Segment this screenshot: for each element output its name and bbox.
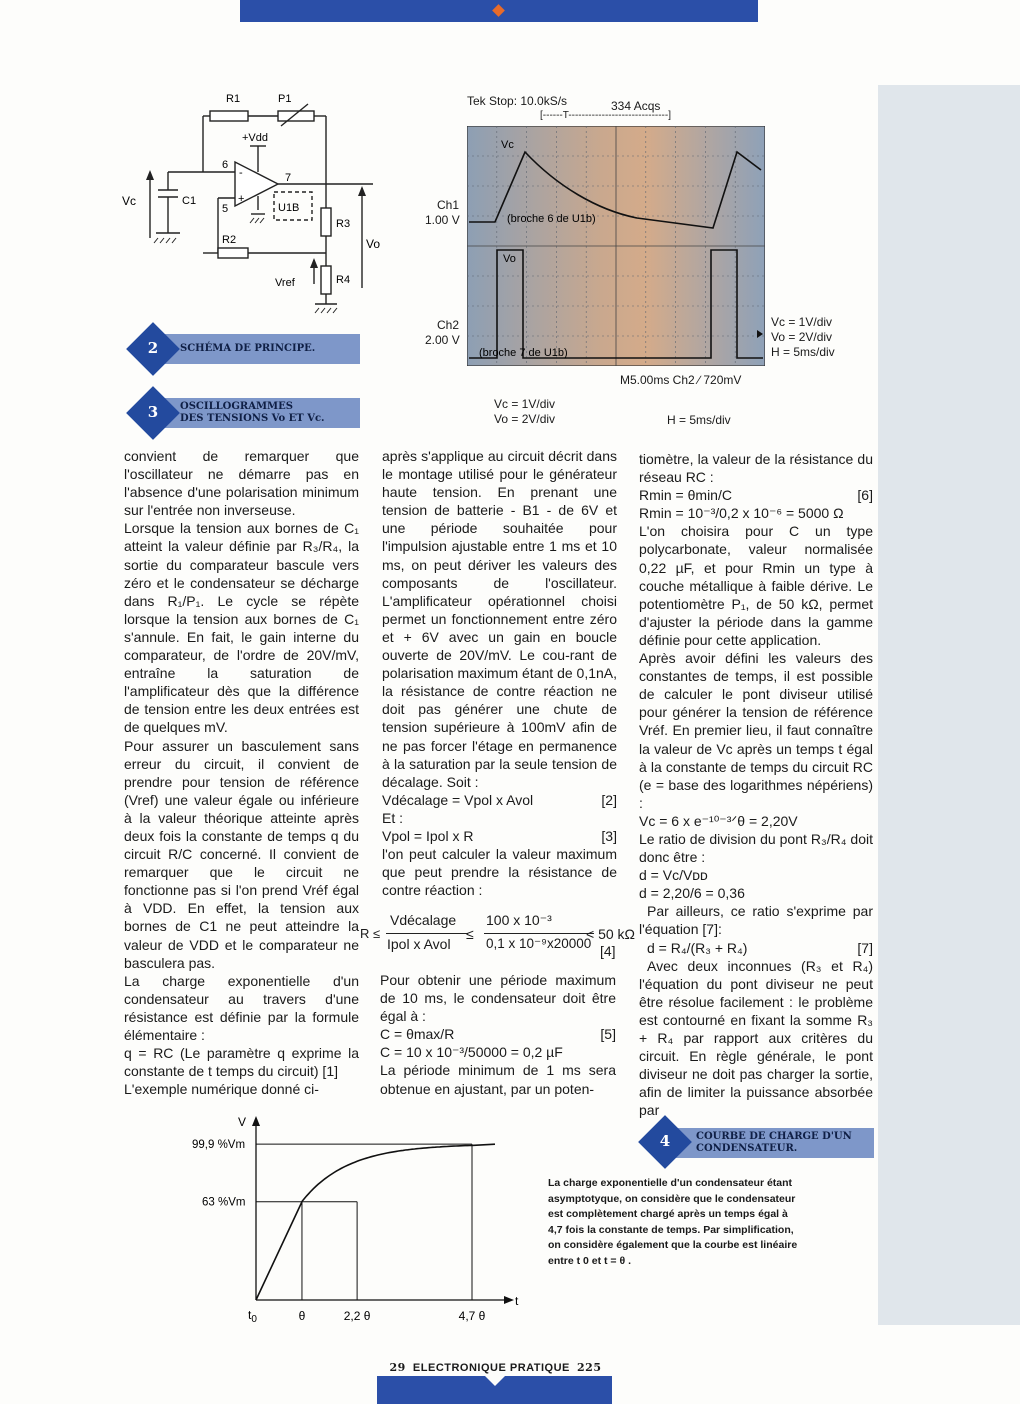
- equation-2-number: [2]: [601, 791, 617, 808]
- equation-4-le: ≤: [466, 926, 474, 942]
- text-column-1: [124, 447, 359, 1098]
- y-axis-arrow: [252, 1116, 260, 1126]
- curve-x-tick-t0: [248, 1308, 257, 1325]
- col2-paragraph-1: après s'applique au circuit décrit dans le montage utilisé pour le générateur haute tension. En prenant une tension de batterie - B1 - de 6V et une période souhaitée pour l'impulsion ajustable entre 1 ms et 10 ms, on peut dériver les valeurs des composants de l'oscillateur. L'amplificateur opérationnel choisi permet un fonctionnement entre zéro et + 6V avec un gain en boucle ouverte de 20V/mV. Le cou-rant de polarisation maximum étant de 0,1nA, la résistance de contre réaction ne doit pas générer une chute de tension supérieure à 100mV afin de ne pas forcer l'étage en permanence à la saturation par la seule tension de décalage. Soit :: [382, 448, 618, 790]
- scope-bottom-h: H = 5ms/div: [667, 413, 731, 427]
- equation-4-bar1: [386, 933, 468, 934]
- curve-y-tick-top: 99,9 %Vm: [192, 1139, 246, 1152]
- equation-5-text: C = θmax/R: [380, 1026, 455, 1043]
- label-plus: +: [238, 193, 245, 205]
- equation-7-text: d = R₄/(R₃ + R₄): [647, 939, 748, 956]
- equation-5-number: [5]: [600, 1026, 616, 1043]
- curve-x-tick-4-7-theta: 4,7 θ: [458, 1309, 486, 1323]
- col3-paragraph-1: tiomètre, la valeur de la résistance du réseau RC :: [639, 451, 873, 486]
- label-pin5: 5: [222, 203, 229, 215]
- scope-bottom-vo: Vo = 2V/div: [494, 412, 556, 426]
- scope-period-marker: [------T------------------------------]: [540, 110, 671, 121]
- equation-d1: d = Vc/Vᴅᴅ: [639, 867, 708, 884]
- figure-3-title-line1: OSCILLOGRAMMES: [180, 401, 293, 412]
- label-pin6: 6: [222, 159, 229, 171]
- scope-ch2-scale: 2.00 V: [425, 333, 460, 347]
- equation-vc: Vc = 6 x e⁻¹⁰⁻³ᐟθ = 2,20V: [639, 812, 798, 829]
- curve-x-tick-t0-sub: 0: [251, 1314, 257, 1325]
- charge-curve-chart: [190, 1110, 530, 1330]
- banner-notch: [485, 1376, 505, 1386]
- col2-paragraph-2: l'on peut calculer la valeur maximum que peut prendre la résistance de contre réaction :: [382, 846, 617, 899]
- scope-trace-vo-label: Vo: [503, 253, 516, 265]
- equation-4: [360, 912, 642, 962]
- col3-paragraph-2: L'on choisira pour C un type polycarbonate, valeur normalisée 0,22 µF, et pour Rmin un type à couche métallique à faible dérive. Le potentiomètre P₁, de 50 kΩ, permet d'ajuster la période dans la gamme définie pour cette application.: [639, 523, 873, 648]
- scope-trace-vc-label: Vc: [501, 139, 514, 151]
- figure-4-title-line1: COURBE DE CHARGE D'UN: [696, 1131, 852, 1142]
- curve-x-tick-2-2-theta: 2,2 θ: [343, 1309, 371, 1323]
- x-axis-arrow: [504, 1296, 514, 1304]
- footer-page-left: 29: [389, 1361, 406, 1374]
- equation-6-number: [6]: [857, 487, 873, 504]
- curve-x-tick-theta: θ: [298, 1309, 306, 1323]
- figure-3-title-line2: DES TENSIONS Vo ET Vc.: [180, 413, 325, 424]
- curve-y-label: V: [238, 1115, 247, 1129]
- figure-4-title-line2: CONDENSATEUR.: [696, 1143, 798, 1154]
- label-r1: R1: [226, 93, 241, 105]
- equation-2-text: Vdécalage = Vpol x Avol: [382, 791, 534, 808]
- scope-legend-vo: Vo = 2V/div: [771, 330, 833, 344]
- equation-4-den1: Ipol x Avol: [387, 936, 451, 952]
- oscilloscope-screen: [467, 126, 765, 366]
- schematic-diagram: [118, 88, 383, 320]
- equation-4-bar2: [484, 933, 594, 934]
- page-footer: [383, 1361, 608, 1374]
- equation-5: [380, 1025, 616, 1043]
- equation-3-text: Vpol = Ipol x R: [382, 827, 474, 844]
- curve-x-label: t: [515, 1294, 519, 1308]
- curve-x-tick-t0-main: t: [248, 1308, 252, 1322]
- scope-header: Tek Stop: 10.0kS/s: [467, 94, 568, 108]
- label-u1b: U1B: [278, 202, 300, 214]
- col2-paragraph-3: Pour obtenir une période maximum de 10 ms, le condensateur doit être égal à :: [380, 972, 616, 1025]
- col1-paragraph: Lorsque la tension aux bornes de C₁ atteint la valeur définie par R₃/R₄, la sortie du comparateur bascule vers zéro et le condensateur se décharge dans R₁/P₁. Le cycle se répète lorsque la tension aux bornes de C₁ s'annule. En fait, le gain interne du comparateur, de l'ordre de 20V/mV, entraîne la saturation de l'amplificateur dès que la différence de tension entre les deux entrées est de quelques mV.: [124, 520, 359, 736]
- equation-6-text: Rmin = θmin/C: [639, 487, 732, 504]
- text-column-3: [639, 450, 873, 1119]
- label-vc: Vc: [122, 194, 137, 208]
- scope-note-pin7: (broche 7 de U1b): [479, 347, 568, 359]
- label-minus: -: [239, 167, 243, 179]
- label-r4: R4: [336, 274, 351, 286]
- footer-page-right: 225: [577, 1361, 602, 1374]
- figure-4-number: 4: [659, 1132, 671, 1150]
- col1-paragraph: convient de remarquer que l'oscillateur ne démarre pas en l'absence d'une polarisation minimum sur l'entrée non inverseuse.: [124, 448, 359, 519]
- col2-paragraph-4: La période minimum de 1 ms sera obtenue en ajustant, par un poten-: [380, 1062, 616, 1097]
- col3-paragraph-3: Après avoir défini les valeurs des constantes de temps, il est possible de calculer le pont diviseur utilisé pour générer la tension de référence Vréf. En premier lieu, il faut connaître la valeur de Vc après un temps t égal à la constante de temps du circuit RC (e = base des logarithmes népériens) :: [639, 650, 873, 811]
- equation-5b: C = 10 x 10⁻³/50000 = 0,2 µF: [380, 1044, 563, 1061]
- label-r2: R2: [222, 234, 237, 246]
- scope-acqs: 334 Acqs: [611, 99, 661, 113]
- figure-2-title: SCHÉMA DE PRINCIPE.: [180, 343, 316, 354]
- col3-paragraph-5: Par ailleurs, ce ratio s'exprime par l'équation [7]:: [639, 903, 873, 938]
- label-p1: P1: [278, 93, 292, 105]
- col2-et: Et :: [382, 809, 404, 826]
- col3-paragraph-6: Avec deux inconnues (R₃ et R₄) l'équation du pont diviseur ne peut être résolue facilement : le problème est contourné en fixant la somme R₃ + R₄ par rapport aux critères du circuit. En règle générale, le pont diviseur ne doit pas charger la sortie, afin de limiter la puissance absorbée par: [639, 957, 873, 1119]
- footer-magazine: ELECTRONIQUE PRATIQUE: [412, 1362, 570, 1374]
- equation-3: [382, 827, 617, 845]
- equation-6b: Rmin = 10⁻³/0,2 x 10⁻⁶ = 5000 Ω: [639, 505, 844, 522]
- curve-y-tick-mid: 63 %Vm: [202, 1196, 246, 1209]
- equation-4-num1: Vdécalage: [390, 912, 457, 928]
- equation-4-result: < 50 kΩ: [586, 926, 635, 942]
- col1-paragraph: L'exemple numérique donné ci-: [124, 1081, 319, 1098]
- label-vref: Vref: [275, 277, 295, 289]
- equation-d2: d = 2,20/6 = 0,36: [639, 885, 745, 902]
- label-vo: Vo: [366, 237, 381, 251]
- equation-4-prefix: R ≤: [360, 926, 381, 941]
- charge-curve-line: [256, 1144, 495, 1300]
- label-vdd: +Vdd: [242, 132, 268, 144]
- text-column-2b: [380, 971, 616, 1098]
- scope-ch2-name: Ch2: [437, 318, 460, 332]
- col1-paragraph: La charge exponentielle d'un condensateur au travers d'une résistance est définie par la formule élémentaire :: [124, 972, 359, 1043]
- equation-3-number: [3]: [601, 827, 617, 844]
- figure-3-number: 3: [147, 403, 159, 421]
- equation-4-tag: [4]: [600, 943, 616, 959]
- scope-note-pin6: (broche 6 de U1b): [507, 213, 596, 225]
- label-c1: C1: [182, 195, 197, 207]
- figure-4-caption: La charge exponentielle d'un condensateur étant asymptotyque, on considère que le condensateur est complètement chargé après un temps égal à 4,7 fois la constante de temps. Par simplification, on considère également que la courbe est linéaire entre t 0 et t = θ .: [548, 1177, 798, 1267]
- equation-4-den2: 0,1 x 10⁻⁹x20000: [486, 936, 592, 951]
- top-banner: [240, 0, 758, 22]
- col3-paragraph-4: Le ratio de division du pont R₃/R₄ doit donc être :: [639, 830, 873, 866]
- adjacent-page-edge: [878, 85, 1020, 1325]
- text-column-2: [382, 447, 617, 899]
- figure-2-number: 2: [147, 339, 159, 357]
- scope-legend-h: H = 5ms/div: [771, 345, 835, 359]
- bottom-banner: [377, 1376, 612, 1404]
- col1-paragraph: q = RC (Le paramètre q exprime la constante de t temps du circuit) [1]: [124, 1045, 359, 1080]
- equation-7-number: [7]: [857, 939, 873, 956]
- equation-4-num2: 100 x 10⁻³: [486, 912, 552, 928]
- label-pin7: 7: [285, 172, 292, 184]
- label-r3: R3: [336, 218, 351, 230]
- figure-4-title-bar: [664, 1128, 874, 1158]
- scope-legend-vc: Vc = 1V/div: [771, 315, 833, 329]
- col1-paragraph: Pour assurer un basculement sans erreur du circuit, il convient de prendre pour tension de référence (Vref) une valeur égale ou inférieure à la valeur théorique atteinte après deux fois la constante de temps q du circuit R/C concerné. Il convient de remarquer que le circuit ne fonctionne pas si l'on prend Vréf égal à VDD. En effet, la tension aux bornes de C1 ne peut atteindre la valeur de VDD et le comparateur ne basculera pas.: [124, 737, 359, 971]
- equation-7: [639, 939, 873, 957]
- scope-ch1-scale: 1.00 V: [425, 213, 460, 227]
- equation-6: [639, 486, 873, 504]
- scope-ch1-name: Ch1: [437, 198, 460, 212]
- scope-bottom-vc: Vc = 1V/div: [494, 397, 556, 411]
- equation-2: [382, 791, 617, 809]
- diamond-icon: [492, 4, 505, 17]
- scope-footer: M5.00ms Ch2 ∕ 720mV: [620, 373, 742, 387]
